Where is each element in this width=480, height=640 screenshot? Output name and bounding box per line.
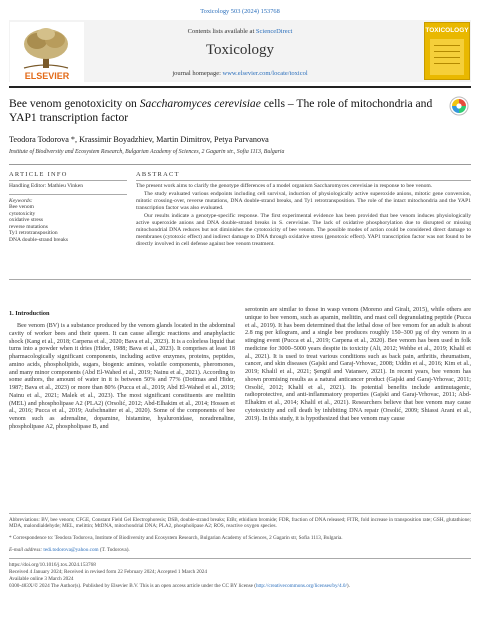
title-species: Saccharomyces cerevisiae bbox=[139, 97, 261, 110]
email-label: E-mail address: bbox=[9, 547, 44, 553]
article-title bbox=[9, 97, 439, 125]
author-affiliation: Institute of Biodiversity and Ecosystem Research, Bulgarian Academy of Sciences, 2 Gagarin str., Sofia 1113, Bulgaria bbox=[9, 149, 285, 155]
handling-editor: Handling Editor: Mathieu Vinken bbox=[9, 183, 83, 189]
cover-line bbox=[434, 51, 460, 52]
email-suffix: (T. Todorova). bbox=[98, 547, 130, 553]
title-part-1: Bee venom genotoxicity on bbox=[9, 97, 140, 110]
contents-prefix: Contents lists available at bbox=[187, 28, 256, 35]
keyword-item: cytotoxicity bbox=[9, 210, 36, 217]
abbreviations-footnote: Abbreviations: BV, bee venom; CFGE, Constant Field Gel Electrophoresis; DSB, double-strand breaks; EtBr, ethidium bromide; FDR, fraction of DNA released; FITR, fold increase in transposition rate; GSH, glutathione; MDA, malondialdehyde; MEL, melittin; MtDNA, mitochondrial DNA; PLA2, phospholipase A2; ROS, reactive oxygen species. bbox=[9, 517, 471, 530]
body-column-left: Bee venom (BV) is a substance produced by the venom glands located in the abdominal cavity of worker bees and their queen. It can cause allergic reactions and anaphylactic shock (Kang et al., 2018; Carpena et al., 2020; Bava et al., 2023). It is a colorless liquid that turns into a powder when it dries (Hider, 1988; Bava et al., 2023). It comprises at least 18 pharmacologically significant components, including active enzymes, proteins, peptides, amino acids, phospholipids, sugars, biogenic amines, volatile components, pheromones, and many minor components (Abd El-Wahed et al., 2019; Nainu et al., 2021). According to some authors, the amount of water in it is between 50% and 77% (Dotimas and Hider, 1987; Bava et al., 2023) or more than 80% (Pucca et al., 2019; Abd El-Wahed et al., 2019; Nainu et al., 2021; Malek et al., 2023). The most significant constituents are melittin (MEL) and phospholipase A2 (PLA2) (Orsolić, 2012; Abd-Elhakim et al., 2014; Hossen et al., 2016; Pucca et al., 2019; Aufschnaiter et al., 2020). Some of the components of bee venom such as adrenaline, dopamine, histamine, hyaluronidase, noradrenaline, phospholipase A2, phospholipase B, and bbox=[9, 323, 235, 430]
keyword-list bbox=[9, 204, 68, 244]
email-link[interactable]: tedi.todorova@yahoo.com bbox=[43, 547, 99, 553]
abstract-paragraph: The present work aims to clarify the genotype differences of a model organism Saccharomyces cerevisiae in response to bee venom. bbox=[136, 183, 433, 189]
cover-title: TOXICOLOGY bbox=[425, 27, 469, 34]
available-online-date: Available online 3 March 2024 bbox=[9, 576, 74, 582]
header-rule bbox=[9, 86, 471, 88]
cover-line bbox=[434, 63, 460, 64]
email-footnote bbox=[9, 547, 130, 553]
footnote-rule bbox=[9, 513, 471, 514]
abstract-body bbox=[136, 183, 471, 249]
cover-line bbox=[434, 57, 460, 58]
license-suffix: ). bbox=[346, 583, 350, 589]
sciencedirect-link[interactable]: ScienceDirect bbox=[255, 28, 293, 35]
journal-citation[interactable]: Toxicology 503 (2024) 153768 bbox=[200, 8, 280, 15]
abstract-heading: ABSTRACT bbox=[136, 171, 180, 178]
keyword-item: oxidative stress bbox=[9, 217, 44, 224]
elsevier-wordmark: ELSEVIER bbox=[24, 71, 70, 81]
keyword-item: Ty1 retrotransposition bbox=[9, 230, 58, 237]
correspondence-footnote: * Correspondence to: Teodora Todorova, Institute of Biodiversity and Ecosystem Research, Bulgarian Academy of Sciences, 2 Gagarin str, Sofia 1113, Bulgaria. bbox=[9, 535, 343, 541]
contents-availability-line bbox=[0, 28, 480, 35]
body-column-right: serotonin are similar to those in wasp venom (Moreno and Giralt, 2015), while others are unique to bee venom, such as apamin, melittin, and mast cell degranulating peptide (Pucca et al., 2019). It has been determined that the lethal dose of bee venom for an adult is about 2.8 mg per kilogram, and a single bee produces roughly 150–300 µg of dry venom in a stinging event (Pucca et al., 2019; Carpena et al., 2020). Bee venom has been used in folk medicine for 3000–5000 years despite its toxicity (Ali, 2012; Wehbe et al., 2019; Khalil et al., 2021). It is used to treat various conditions such as back pain, arthritis, rheumatism, cancer, and skin diseases (Gajski and Garaj-Vrhovac, 2008; Uddin et al., 2016; Kim et al., 2019; Khalil et al., 2021; Şengül and Vatansev, 2021). In recent years, bee venom has shown promising results as a natural anticancer product (Gajski and Garaj-Vrhovac, 2011; Orsolić, 2012; Khalil et al., 2021). Its potential benefits include antimutagenic, radioprotective, and anti-inflammatory properties (Gajski and Garaj-Vrhovac, 2011; Abd-Elhakim et al., 2014; Khalil et al., 2021). Researchers believe that bee venom may cause cytotoxicity and cell death by inhibiting DNA repair (Orsolić, 2009; Shiassi Arani et al., 2019). In this study, it is hypothesized that bee venom may cause bbox=[245, 307, 471, 422]
crossmark-icon[interactable] bbox=[449, 96, 469, 116]
journal-title: Toxicology bbox=[205, 42, 275, 58]
title-part-2: cells – The role of mitochondria and YAP1 transcription factor bbox=[9, 97, 433, 124]
received-dates: Received 4 January 2024; Received in revised form 22 February 2024; Accepted 1 March 2024 bbox=[9, 569, 207, 575]
introduction-heading: 1. Introduction bbox=[9, 310, 50, 317]
keyword-item: DNA double-strand breaks bbox=[9, 236, 68, 243]
author-list[interactable]: Teodora Todorova *, Krassimir Boyadzhiev, Martin Dimitrov, Petya Parvanova bbox=[9, 135, 269, 144]
article-info-heading: ARTICLE INFO bbox=[9, 171, 68, 178]
homepage-prefix: journal homepage: bbox=[172, 70, 223, 77]
abstract-paragraph: Our results indicate a genotype-specific response. The first experimental evidence has been provided that bee venom induces physiologically active superoxide anions and DNA double-strand breaks in S. cerevisiae. The lack of oxidative phosphorylation due to disrupted or missing mitochondrial DNA reduces but not diminishes the cytotoxicity of bee venom. The possible modes of action could be considered direct damage to membranes (cytotoxic effect) and indirect damage to DNA through oxidative stress (genotoxic effect). YAP1 transcription factor was not found to be directly involved in cell defense against bee venom treatment. bbox=[136, 213, 471, 247]
keywords-heading: Keywords: bbox=[9, 198, 33, 204]
journal-homepage-link[interactable]: www.elsevier.com/locate/toxicol bbox=[222, 70, 308, 77]
cover-line bbox=[434, 45, 460, 46]
license-link[interactable]: http://creativecommons.org/licenses/by/4.0/ bbox=[255, 583, 347, 589]
journal-cover-image[interactable] bbox=[424, 22, 470, 80]
divider bbox=[9, 194, 127, 195]
license-text: 0300-483X/© 2024 The Author(s). Published by Elsevier B.V. This is an open access article under the CC BY license ( bbox=[9, 583, 256, 589]
license-statement bbox=[9, 583, 471, 589]
doi-link[interactable]: https://doi.org/10.1016/j.tox.2024.153768 bbox=[9, 562, 96, 568]
journal-homepage-line bbox=[0, 70, 480, 77]
divider bbox=[9, 558, 471, 559]
divider bbox=[9, 180, 127, 181]
divider bbox=[9, 279, 471, 280]
divider bbox=[136, 180, 471, 181]
keyword-item: Bee venom bbox=[9, 204, 34, 210]
keyword-item: reverse mutations bbox=[9, 223, 48, 230]
divider bbox=[9, 164, 471, 165]
abstract-paragraph: The study evaluated various endpoints including cell survival, induction of physiologically active superoxide anions, mitotic gene conversion, mitotic crossing-over, reverse mutations, DNA double-strand breaks, and Ty1 retrotransposition. The role of the intact mitochondria and the YAP1 transcription factor was also evaluated. bbox=[136, 191, 471, 211]
